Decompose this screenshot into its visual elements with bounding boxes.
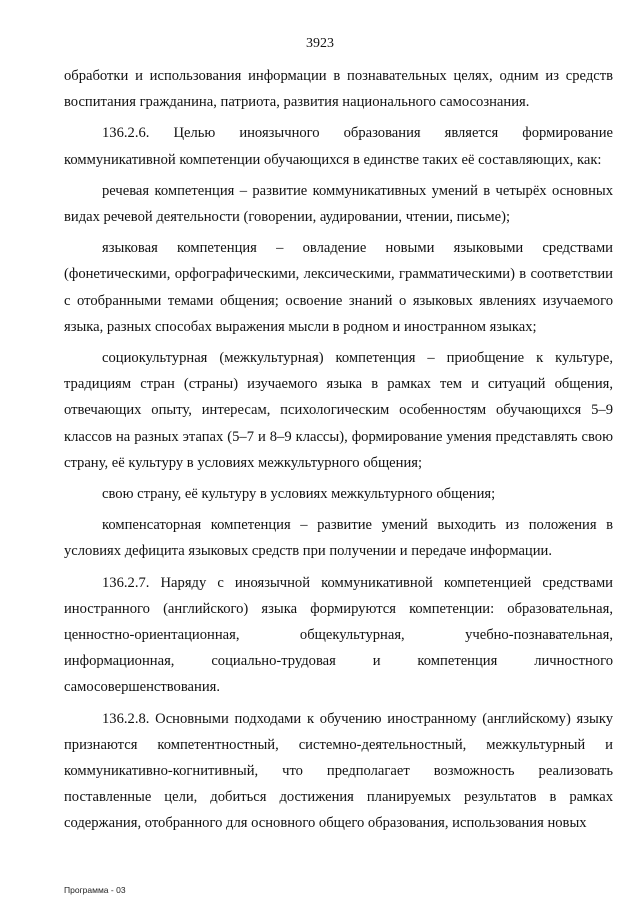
paragraph-continuation: обработки и использования информации в познавательных целях, одним из средств воспитания гражданина, патриота, развития национального самосознания.: [64, 68, 613, 111]
paragraph-136-2-7: 136.2.7. Наряду с иноязычной коммуникативной компетенцией средствами иностранного (английского) языка формируются компетенции: образовательная, ценностно-ориентационная, общекультурная, учебно-познавательная, информационная, социально-трудовая и компетенция личностного самосовершенствования.: [64, 574, 613, 696]
paragraph-136-2-8: 136.2.8. Основными подходами к обучению иностранному (английскому) языку признаются компетентностный, системно-деятельностный, межкультурный и коммуникативно-когнитивный, что предполагает возможность реализовать поставленные цели, добиться достижения планируемых результатов в рамках содержания, отобранного для основного общего образования, использования новых: [64, 710, 613, 832]
paragraph-sociocultural-competence: социокультурная (межкультурная) компетенция – приобщение к культуре, традициям стран (страны) изучаемого языка в рамках тем и ситуаций общения, отвечающих опыту, интересам, психологическим особенностям обучающихся 5–9 классов на разных этапах (5–7 и 8–9 классы), формирование умения представлять свою страну, её культуру в условиях межкультурного общения;: [64, 350, 613, 471]
page-number: 3923: [306, 36, 334, 51]
paragraph-language-competence: языковая компетенция – овладение новыми языковыми средствами (фонетическими, орфографическими, лексическими, грамматическими) в соответствии с отобранными темами общения; освоение знаний о языковых явлениях изучаемого языка, разных способах выражения мысли в родном и иностранном языках;: [64, 240, 613, 335]
body-text: [64, 63, 613, 837]
paragraph-repeated-line: свою страну, её культуру в условиях межкультурного общения;: [102, 486, 496, 503]
paragraph-speech-competence: речевая компетенция – развитие коммуникативных умений в четырёх основных видах речевой деятельности (говорении, аудировании, чтении, письме);: [64, 182, 613, 226]
footer-label: Программа - 03: [64, 885, 126, 895]
paragraph-compensatory-competence: компенсаторная компетенция – развитие умений выходить из положения в условиях дефицита языковых средств при получении и передаче информации.: [64, 517, 613, 560]
paragraph-136-2-6: 136.2.6. Целью иноязычного образования является формирование коммуникативной компетенции обучающихся в единстве таких её составляющих, как:: [64, 125, 613, 168]
